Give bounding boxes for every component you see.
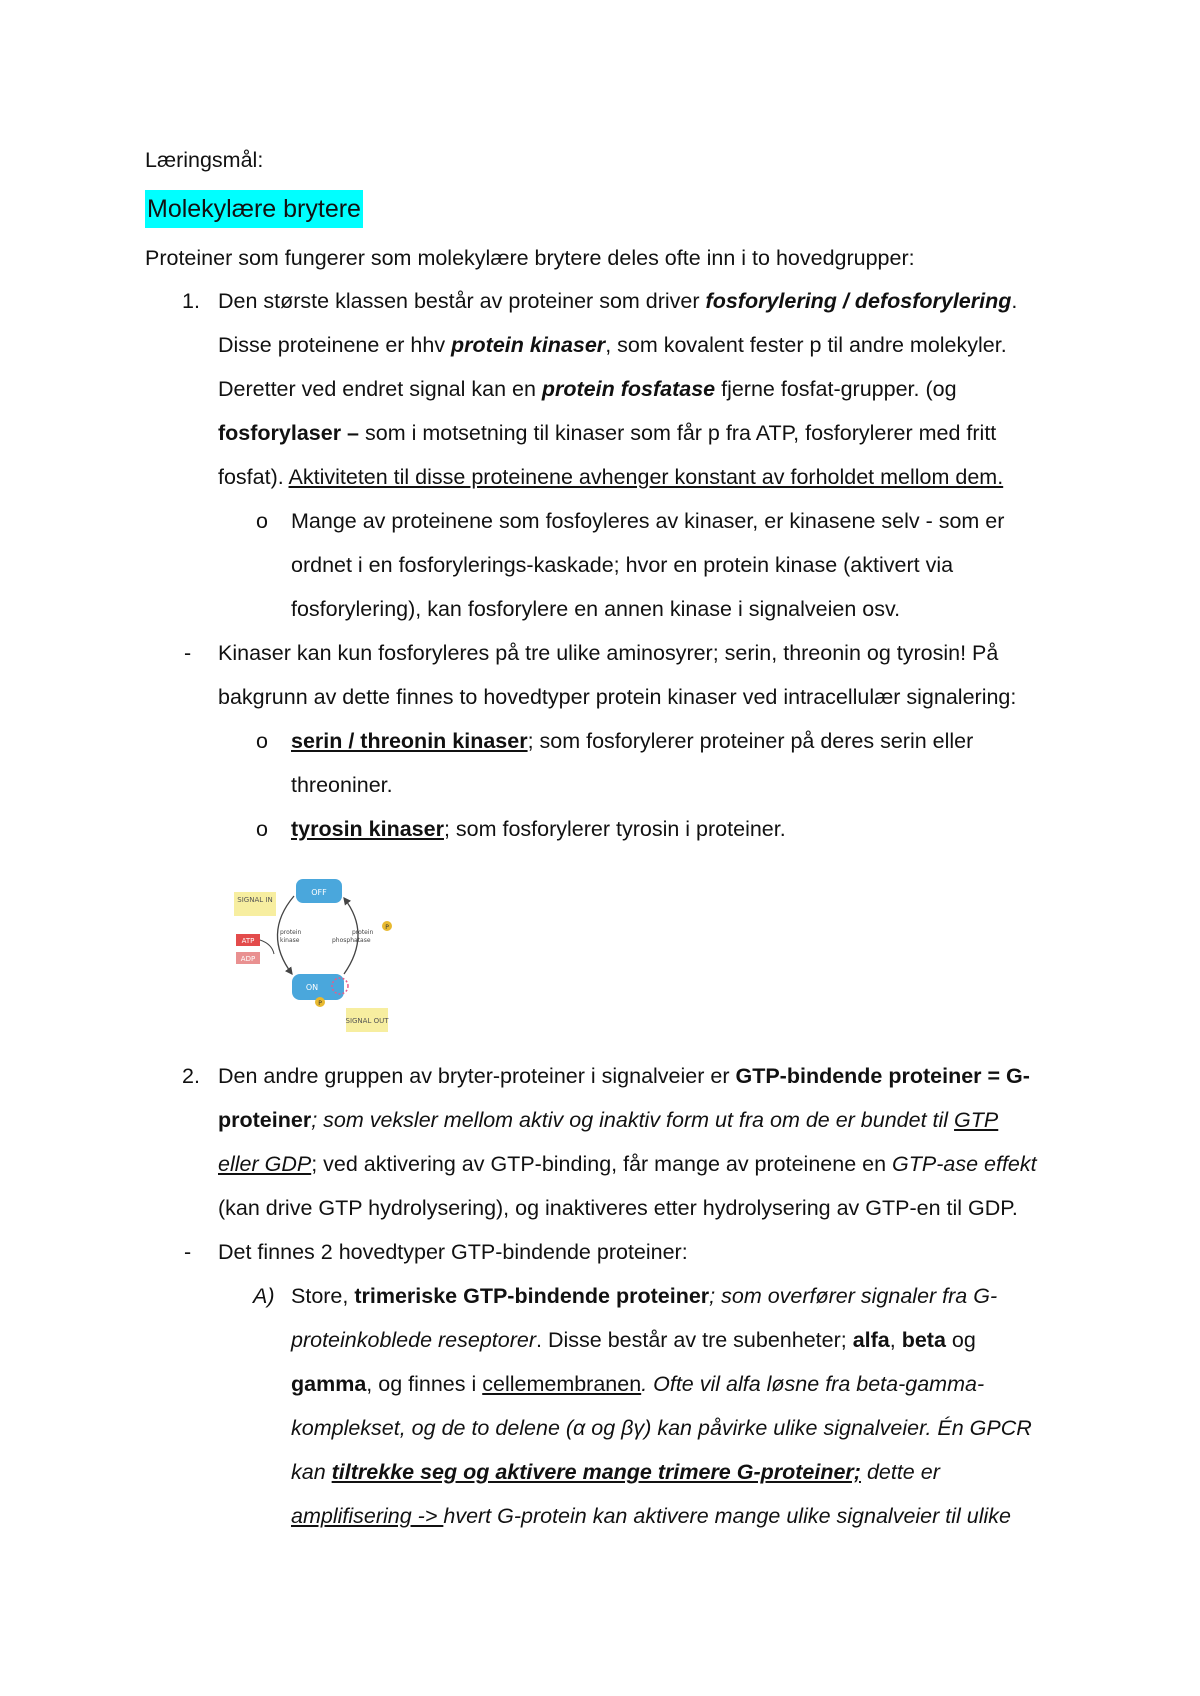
- text: .: [1011, 289, 1018, 313]
- text: . Disse består av tre subenheter;: [536, 1328, 853, 1352]
- signal-out-label: SIGNAL OUT: [345, 1017, 389, 1025]
- term-amplifisering: amplifisering ->: [291, 1504, 444, 1528]
- item1-sub-line2: ordnet i en fosforylerings-kaskade; hvor en protein kinase (aktivert via: [291, 553, 954, 577]
- term-serin-threonin-kinaser: serin / threonin kinaser: [291, 729, 528, 753]
- text: Disse proteinene er hhv: [218, 333, 452, 357]
- dash2-a-line2: [291, 1325, 976, 1355]
- term-gtp-ase: GTP-ase effekt: [892, 1152, 1037, 1176]
- dash1-line2: bakgrunn av dette finnes to hovedtyper protein kinaser ved intracellulær signalering:: [218, 685, 1017, 709]
- term-tiltrekke: tiltrekke seg og aktivere mange trimere G-proteiner;: [331, 1460, 861, 1484]
- dash2-a-line3: [291, 1369, 984, 1399]
- text: fjerne fosfat-grupper. (og: [715, 377, 957, 401]
- item2-line3: [218, 1149, 1037, 1179]
- text: Den andre gruppen av bryter-proteiner i signalveier er: [218, 1064, 736, 1088]
- term-cellemembranen: cellemembranen: [482, 1372, 642, 1396]
- sub-bullet-marker: o: [256, 817, 268, 841]
- item2-line4: (kan drive GTP hydrolysering), og inaktiveres etter hydrolysering av GTP-en til GDP.: [218, 1196, 1018, 1220]
- text: og: [945, 1328, 976, 1352]
- intro-text: Proteiner som fungerer som molekylære brytere deles ofte inn i to hovedgrupper:: [145, 246, 915, 270]
- item1-line1: [218, 286, 1017, 316]
- phosphate-label: P: [385, 924, 389, 931]
- term-fosforylaser: fosforylaser –: [218, 421, 360, 445]
- section-heading: Molekylære brytere: [145, 190, 363, 228]
- item2-line1: [218, 1061, 1030, 1091]
- dash2-a-line5: [291, 1457, 940, 1487]
- term-trimeriske: trimeriske GTP-bindende proteiner: [354, 1284, 710, 1308]
- item1-line2: [218, 330, 1007, 360]
- term-protein-fosfatase: protein fosfatase: [541, 377, 716, 401]
- list-marker-2: 2.: [182, 1064, 200, 1088]
- phosphatase-label-1: protein: [352, 929, 374, 936]
- phosphate-bound-label: P: [318, 1000, 322, 1007]
- item2-line2: [218, 1105, 998, 1135]
- sub-bullet-marker: o: [256, 729, 268, 753]
- atp-label: ATP: [241, 937, 255, 945]
- kinase-label-2: kinase: [280, 937, 300, 944]
- atp-connector: [260, 940, 274, 954]
- text: proteinkoblede reseptorer: [291, 1328, 537, 1352]
- term-beta: beta: [901, 1328, 946, 1352]
- term-gtp-bindende: GTP-bindende proteiner = G-: [735, 1064, 1030, 1088]
- text: , og finnes i: [366, 1372, 483, 1396]
- dash1-bullet1-cont: threoniner.: [291, 773, 393, 797]
- item1-line5: [218, 462, 1003, 492]
- text: ; ved aktivering av GTP-binding, får mange av proteinene en: [311, 1152, 893, 1176]
- dash1-bullet1: [291, 726, 973, 756]
- dash2-line1: Det finnes 2 hovedtyper GTP-bindende proteiner:: [218, 1240, 688, 1264]
- dash2-a-line1: [291, 1281, 997, 1311]
- text: ,: [889, 1328, 902, 1352]
- molecular-switch-diagram: [232, 874, 412, 1044]
- term-gtp: GTP: [954, 1108, 999, 1132]
- kinase-label-1: protein: [280, 929, 302, 936]
- text: Deretter ved endret signal kan en: [218, 377, 542, 401]
- dash2-a-line6: [291, 1501, 1011, 1531]
- text: ; som veksler mellom aktiv og inaktiv form ut fra om de er bundet til: [311, 1108, 955, 1132]
- dash1-bullet2: [291, 814, 786, 844]
- phosphatase-arrow: [344, 898, 358, 974]
- dash-marker-1: -: [184, 641, 192, 665]
- phosphatase-label-2: phosphatase: [332, 937, 371, 944]
- sub-bullet-marker: o: [256, 509, 268, 533]
- off-label: OFF: [311, 888, 327, 897]
- text: ; som fosforylerer proteiner på deres serin eller: [527, 729, 974, 753]
- term-gamma: gamma: [291, 1372, 367, 1396]
- term-tyrosin-kinaser: tyrosin kinaser: [291, 817, 444, 841]
- text: ; som fosforylerer tyrosin i proteiner.: [443, 817, 786, 841]
- text: ; som overfører signaler fra G-: [709, 1284, 998, 1308]
- item1-sub-line3: fosforylering), kan fosforylere en annen kinase i signalveien osv.: [291, 597, 901, 621]
- text: dette er: [860, 1460, 940, 1484]
- term-eller-gdp: eller GDP: [218, 1152, 312, 1176]
- term-protein-kinaser: protein kinaser: [451, 333, 606, 357]
- item1-line3: [218, 374, 957, 404]
- adp-label: ADP: [240, 955, 256, 963]
- text: Den største klassen består av proteiner som driver: [218, 289, 706, 313]
- item1-sub-line1: Mange av proteinene som fosfoyleres av kinaser, er kinasene selv - som er: [291, 509, 1005, 533]
- item1-line4: [218, 418, 996, 448]
- dash-marker-2: -: [184, 1240, 192, 1264]
- term-alfa: alfa: [852, 1328, 890, 1352]
- sub-list-marker-a: A): [253, 1284, 275, 1308]
- dash2-a-line4: komplekset, og de to delene (α og βγ) kan påvirke ulike signalveier. Én GPCR: [291, 1416, 1032, 1440]
- underlined-statement: Aktiviteten til disse proteinene avhenger konstant av forholdet mellom dem.: [288, 465, 1004, 489]
- page-label: Læringsmål:: [145, 148, 264, 172]
- text: fosfat).: [218, 465, 289, 489]
- text: hvert G-protein kan aktivere mange ulike signalveier til ulike: [443, 1504, 1011, 1528]
- signal-in-label: SIGNAL IN: [237, 896, 273, 904]
- dash1-line1: Kinaser kan kun fosforyleres på tre ulike aminosyrer; serin, threonin og tyrosin! På: [218, 641, 999, 665]
- term-proteiner: proteiner: [218, 1108, 312, 1132]
- text: Store,: [291, 1284, 355, 1308]
- term-fosforylering: fosforylering / defosforylering: [705, 289, 1012, 313]
- on-label: ON: [305, 983, 319, 992]
- text: . Ofte vil alfa løsne fra beta-gamma-: [641, 1372, 985, 1396]
- text: som i motsetning til kinaser som får p fra ATP, fosforylerer med fritt: [359, 421, 997, 445]
- text: kan: [291, 1460, 332, 1484]
- list-marker-1: 1.: [182, 289, 200, 313]
- text: , som kovalent fester p til andre molekyler.: [605, 333, 1007, 357]
